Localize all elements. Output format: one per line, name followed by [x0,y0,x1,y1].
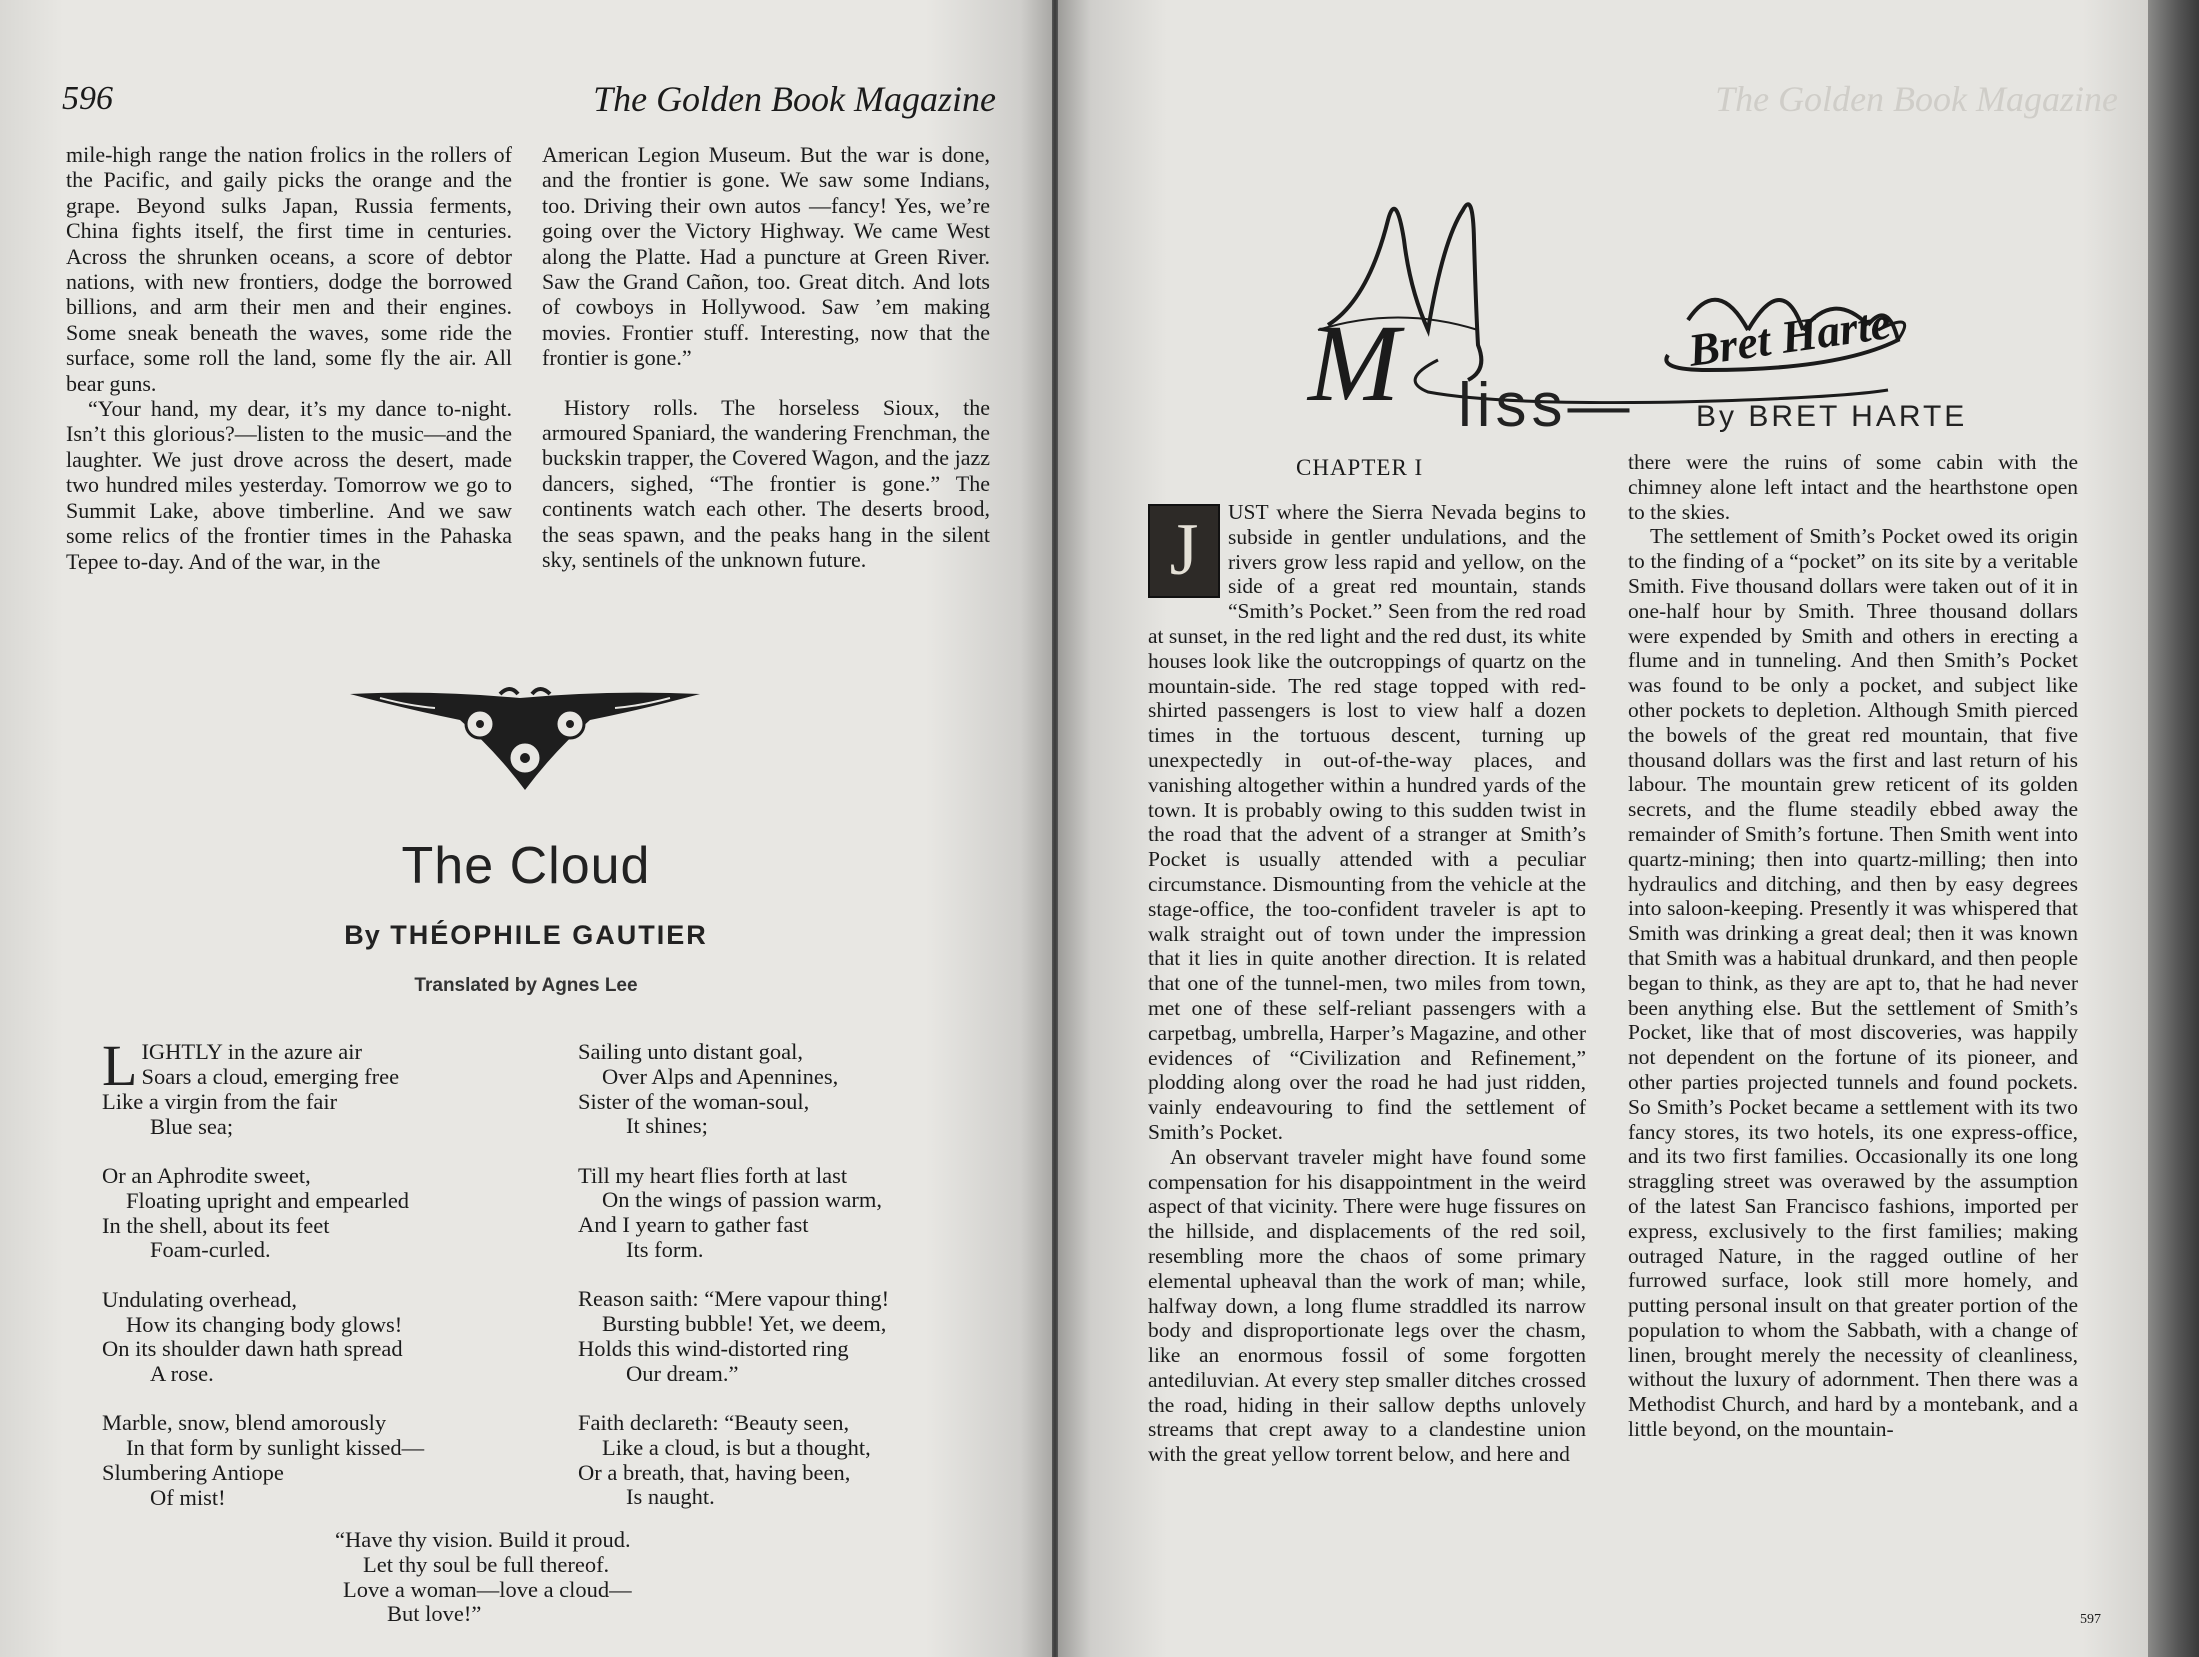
chapter-heading: CHAPTER I [1296,455,1424,480]
poem-line: Faith declareth: “Beauty seen, [578,1410,850,1436]
poem-line: Blue sea; [150,1113,234,1139]
poem-line: Bursting bubble! Yet, we deem, [602,1311,887,1337]
essay-paragraph: mile-high range the nation frolics in the rollers of the Pacific, and gaily picks the orange and the grape. Beyond sulks Japan, Russia ferments, China fights itself, the first time in centuries. Across the shrunken oceans, a score of debtor nations, with new frontiers, dodge the borrowed billions, and arm their men and their engines. Some sneak beneath the waves, some ride the surface, some roll the land, some fly the air. All bear guns. [66,142,512,396]
essay-column-1 [66,142,512,574]
right-page [1058,0,2148,1657]
story-column-2 [1628,450,2078,1442]
poem-author: THÉOPHILE GAUTIER [390,920,708,950]
essay-column-2 [542,142,990,573]
page-number-left: 596 [62,80,113,117]
poem-line: In the shell, about its feet [102,1212,330,1238]
poem-line: IGHTLY in the azure air [141,1039,362,1064]
story-paragraph: An observant traveler might have found some compensation for his disappointment in the weird aspect of that vicinity. There were huge fissures on the hillside, and displacements of the red soil, resembling more the chaos of some primary elemental upheaval than the work of man; while, halfway down, a long flume straddled its narrow body and disproportionate legs over the chasm, like an enormous fossil of some forgotten antediluvian. At every step smaller ditches crossed the road, hiding in their sallow depths unlovely streams that crept away to a clandestine union with the great yellow torrent below, and here and [1148,1144,1586,1467]
poem-line: Of mist! [150,1484,226,1510]
poem-line: Soars a cloud, emerging free [141,1063,400,1089]
story-title-initial: M [1308,302,1405,424]
poem-line: Or a breath, that, having been, [578,1459,851,1485]
poem-line: Foam-curled. [150,1237,271,1263]
poem-translator: Translated by Agnes Lee [414,975,638,996]
bleed-through-running-head: The Golden Book Magazine [1715,79,2118,119]
poem-drop-letter: L [102,1033,138,1098]
poem-line: Like a virgin from the fair [102,1089,338,1114]
poem-line: Is naught. [626,1484,715,1510]
essay-paragraph: American Legion Museum. But the war is done, and the frontier is gone. We saw some Indians, too. Driving their own autos —fancy! Yes, we’re going over the Victory Highway. We came West along the Platte. Had a puncture at Green River. Saw the Grand Cañon, too. Great ditch. And lots of cowboys in Hollywood. Saw ’em making movies. Frontier stuff. Interesting, now that the frontier is gone.” [542,142,990,371]
story-title-block [1278,180,2118,440]
poem-line: In that form by sunlight kissed— [126,1435,425,1461]
story-paragraph: UST where the Sierra Nevada begins to subside in gentler undulations, and the rivers grow less rapid and yellow, on the side of a great red mountain, stands “Smith’s Pocket.” Seen from the red road at sunset, in the red light and the red dust, its white houses look like the outcroppings of quartz on the mountain-side. The red stage topped with red-shirted passengers is lost to view half a dozen times in the tortuous descent, turning up unexpectedly in out-of-the-way places, and vanishing altogether within a hundred yards of the town. It is probably owing to this sudden twist in the road that the advent of a stranger at Smith’s Pocket is usually attended with a peculiar circumstance. Dismounting from the vehicle at the stage-office, the too-confident traveler is apt to walk straight out of town under the impression that it lies in quite another direction. It is related that one of the tunnel-men, two miles from town, met one of these self-reliant passengers with a carpetbag, umbrella, Harper’s Magazine, and other evidences of “Civilization and Refinement,” plodding along over the road he had just ridden, vainly endeavouring to find the settlement of Smith’s Pocket. [1148,500,1586,1144]
story-title-text: liss— [1458,371,1635,440]
essay-paragraph: “Your hand, my dear, it’s my dance to-night. Isn’t this glorious?—listen to the music—and the laughter. We just drove across the desert, made two hundred miles yesterday. Tomorrow we go to Summit Lake, above timberline. And we saw some relics of the frontier times in the Pahaska Tepee to-day. And of the war, in the [66,396,512,574]
poem-line: Undulating overhead, [102,1286,297,1312]
poem-line: “Have thy vision. Build it proud. [335,1527,631,1552]
book-edge [2148,0,2199,1657]
poem-title: The Cloud [401,837,651,895]
poem-line: Over Alps and Apennines, [602,1063,839,1089]
page-number-right: 597 [2080,1612,2101,1627]
poem-line: It shines; [626,1113,708,1139]
story-paragraph: there were the ruins of some cabin with the chimney alone left intact and the hearthstone open to the skies. [1628,450,2078,524]
poem-stanza [102,1164,452,1263]
poem-line: Our dream.” [626,1360,739,1386]
poem-closing [335,1528,632,1627]
floral-ornament [340,680,710,800]
story-paragraph: The settlement of Smith’s Pocket owed its origin to the finding of a “pocket” on its site by a veritable Smith. Five thousand dollars were taken out of it in one-half hour by Smith. Three thousand dollars were expended by Smith and others in erecting a flume and in tunneling. And then Smith’s Pocket was found to be only a pocket, and subject like other pockets to depletion. Although Smith pierced the bowels of the great red mountain, that five thousand dollars was the first and last return of his labour. The mountain grew reticent of its golden secrets, and the flume steadily ebbed away the remainder of Smith’s fortune. Then Smith went into quartz-mining; then into quartz-milling; then into hydraulics and ditching, and then by easy degrees into saloon-keeping. Presently it was whispered that Smith was drinking a great deal; then it was known that Smith was a habitual drunkard, and then people began to think, as they are apt to, that he had never been anything else. But the settlement of Smith’s Pocket, like that of most discoveries, was happily not dependent on the fortune of its pioneer, and other parties projected tunnels and found pockets. So Smith’s Pocket became a settlement with its two fancy stores, its two hotels, its one express-office, and its two first families. Occasionally its one long straggling street was overawed by the assumption of the latest San Francisco fashions, imported per express, exclusively to the first families; making outraged Nature, in the ragged outline of her furrowed surface, look still more homely, and putting personal insult on that greater portion of the population to whom the Sabbath, with a change of linen, brought merely the necessity of cleanliness, without the luxury of adornment. Then there was a Methodist Church, and hard by a montebank, and a little beyond, on the mountain- [1628,524,2078,1442]
poem-byline [0,920,1052,951]
poem-column-1 [102,1033,452,1535]
poem-line: Sister of the woman-soul, [578,1088,810,1114]
poem-stanza [578,1040,958,1139]
running-head-magazine-title: The Golden Book Magazine [593,79,996,119]
poem-line: Marble, snow, blend amorously [102,1410,387,1436]
story-column-1 [1148,500,1586,1467]
ornamental-drop-cap [1148,504,1220,598]
poem-line: Let thy soul be full thereof. [363,1551,610,1577]
author-signature: Bret Harte [1685,297,1894,376]
poem-stanza [102,1288,452,1387]
poem-line: Its form. [626,1237,704,1263]
poem-line: And I yearn to gather fast [578,1212,809,1238]
poem-line: How its changing body glows! [126,1311,403,1337]
poem-line: On the wings of passion warm, [602,1187,882,1213]
poem-stanza [102,1033,452,1140]
poem-column-2 [578,1040,958,1535]
story-byline: By BRET HARTE [1696,400,1968,433]
poem-line: Till my heart flies forth at last [578,1162,848,1188]
essay-paragraph: History rolls. The horseless Sioux, the armoured Spaniard, the wandering Frenchman, the buckskin trapper, the Covered Wagon, and the jazz dancers, sighed, “The frontier is gone.” The continents watch each other. The deserts brood, the seas spawn, and the peaks hang in the silent sky, sentinels of the unknown future. [542,394,990,573]
poem-line: Reason saith: “Mere vapour thing! [578,1286,890,1312]
poem-stanza [578,1411,958,1510]
poem-stanza [578,1164,958,1263]
poem-line: Like a cloud, is but a thought, [602,1434,871,1460]
poem-line: Slumbering Antiope [102,1460,284,1486]
poem-line: Or an Aphrodite sweet, [102,1163,311,1189]
poem-by: By [344,920,381,950]
story-title [1308,302,1635,441]
poem-line: Holds this wind-distorted ring [578,1335,849,1361]
poem-line: Love a woman—love a cloud— [343,1576,632,1602]
poem-line: A rose. [150,1361,214,1387]
poem-line: Sailing unto distant goal, [578,1039,803,1064]
poem-stanza [102,1411,452,1510]
poem-stanza [578,1287,958,1386]
poem-line: On its shoulder dawn hath spread [102,1336,403,1362]
drop-cap-letter: J [1169,509,1199,591]
left-page [0,0,1052,1657]
poem-line: But love!” [387,1601,482,1627]
poem-line: Floating upright and empearled [126,1187,410,1213]
